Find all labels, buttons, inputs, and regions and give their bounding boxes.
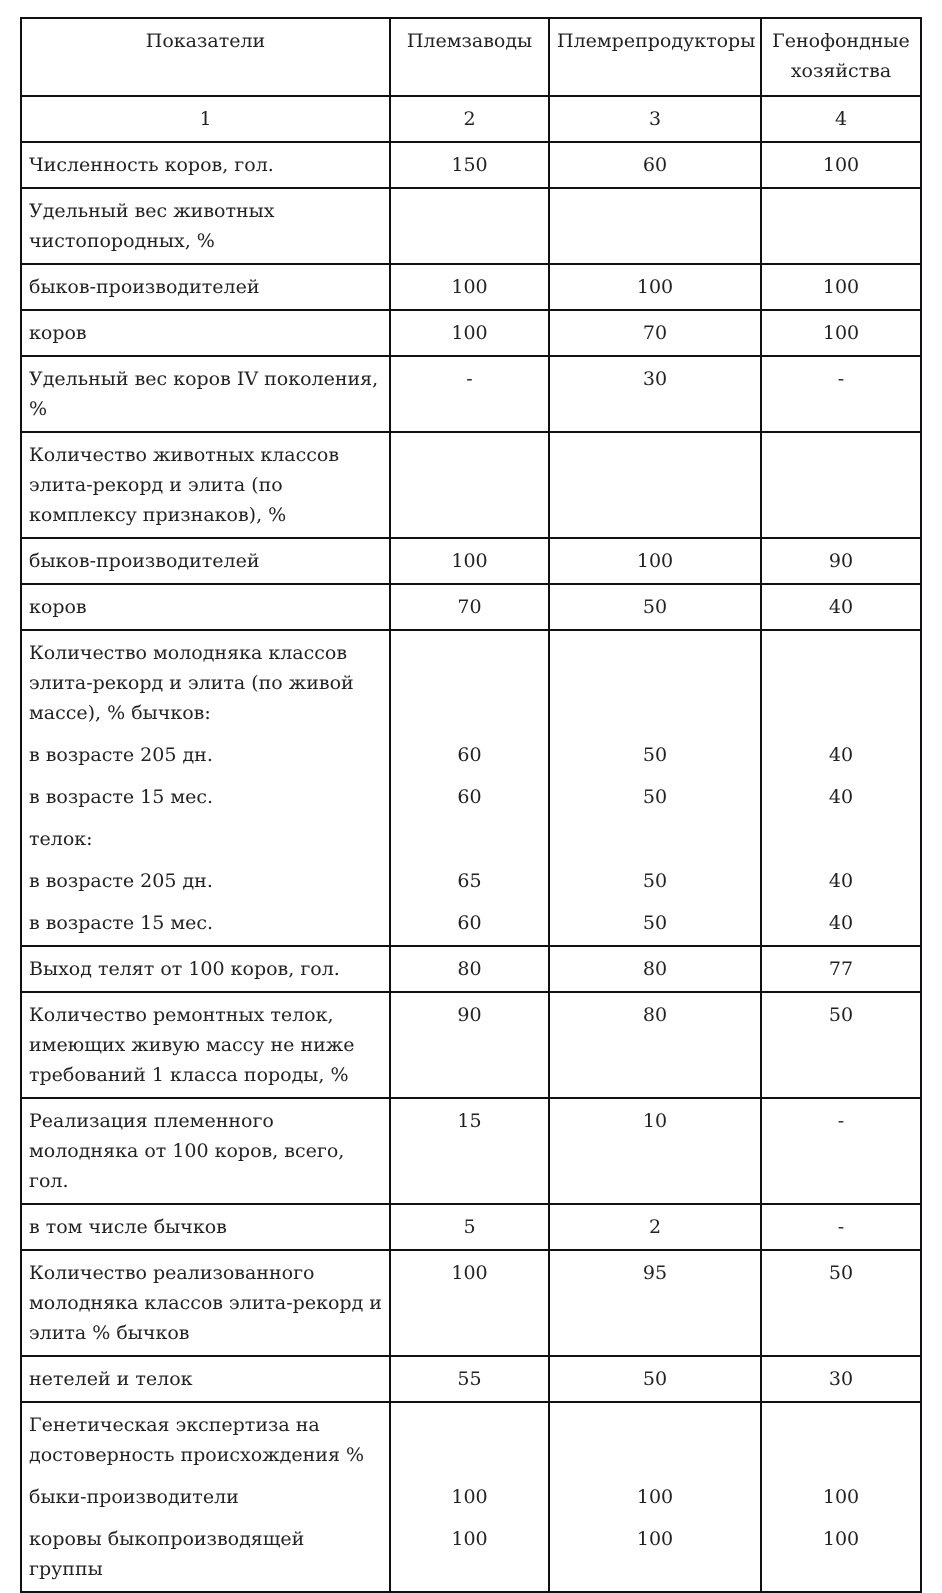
row-label: коров bbox=[21, 584, 390, 630]
row-value bbox=[549, 188, 761, 264]
header-indicators: Показатели bbox=[21, 18, 390, 96]
column-number: 2 bbox=[390, 96, 549, 142]
table-body bbox=[21, 96, 921, 1592]
row-value: 100 bbox=[390, 538, 549, 584]
sub-row-value: 40 bbox=[828, 786, 854, 808]
sub-row-value: 60 bbox=[457, 744, 482, 766]
row-value: 50 bbox=[761, 992, 921, 1098]
table-row bbox=[21, 356, 921, 432]
row-label: Удельный вес животных чистопородных, % bbox=[21, 188, 390, 264]
sub-row-value bbox=[398, 824, 541, 854]
row-value: 50 bbox=[549, 1356, 761, 1402]
row-value: 40 bbox=[761, 584, 921, 630]
table-row-group bbox=[21, 630, 921, 946]
row-label: быков-производителей bbox=[21, 264, 390, 310]
row-value: 100 bbox=[761, 264, 921, 310]
sub-row-value: 65 bbox=[457, 870, 482, 892]
row-label bbox=[21, 1402, 390, 1592]
sub-row-value: 40 bbox=[828, 744, 854, 766]
sub-row-value bbox=[769, 824, 913, 854]
sub-row-value: 60 bbox=[457, 912, 482, 934]
row-value: 60 bbox=[549, 142, 761, 188]
row-value: 90 bbox=[390, 992, 549, 1098]
row-value: 30 bbox=[549, 356, 761, 432]
row-value: 70 bbox=[390, 584, 549, 630]
row-value: 90 bbox=[761, 538, 921, 584]
group-heading-spacer bbox=[557, 1410, 753, 1470]
row-value: 70 bbox=[549, 310, 761, 356]
group-heading-spacer bbox=[398, 1410, 541, 1470]
row-value: 80 bbox=[549, 992, 761, 1098]
row-value: - bbox=[761, 356, 921, 432]
group-heading-spacer bbox=[557, 638, 753, 728]
row-value: 50 bbox=[549, 584, 761, 630]
sub-row-value: 50 bbox=[642, 786, 668, 808]
table-row bbox=[21, 538, 921, 584]
sub-row-value bbox=[557, 824, 753, 854]
header-gene-pool-farms: Генофондные хозяйства bbox=[761, 18, 921, 96]
row-value: 100 bbox=[761, 310, 921, 356]
column-number: 4 bbox=[761, 96, 921, 142]
sub-row-value: 100 bbox=[636, 1528, 674, 1550]
row-value: - bbox=[390, 356, 549, 432]
row-value: 55 bbox=[390, 1356, 549, 1402]
row-value-group bbox=[761, 1402, 921, 1592]
table-row-group bbox=[21, 1402, 921, 1592]
sub-row-label: коровы быкопроизводящей группы bbox=[29, 1528, 305, 1580]
row-value: - bbox=[761, 1098, 921, 1204]
table-row bbox=[21, 310, 921, 356]
row-value bbox=[549, 432, 761, 538]
table-row bbox=[21, 1204, 921, 1250]
row-value: 100 bbox=[390, 310, 549, 356]
row-value: 100 bbox=[761, 142, 921, 188]
row-label: Количество ремонтных телок, имеющих живую массу не ниже требований 1 класса породы, % bbox=[21, 992, 390, 1098]
table-row bbox=[21, 142, 921, 188]
row-label: Выход телят от 100 коров, гол. bbox=[21, 946, 390, 992]
sub-row-value: 50 bbox=[642, 744, 668, 766]
sub-row-value: 40 bbox=[828, 912, 854, 934]
row-value: 100 bbox=[390, 1250, 549, 1356]
table-row bbox=[21, 992, 921, 1098]
sub-row-label: в возрасте 205 дн. bbox=[29, 744, 213, 766]
sub-row-label: в возрасте 205 дн. bbox=[29, 870, 213, 892]
row-value-group bbox=[549, 630, 761, 946]
sub-row-label: в возрасте 15 мес. bbox=[29, 912, 214, 934]
row-label: быков-производителей bbox=[21, 538, 390, 584]
row-value: 100 bbox=[549, 538, 761, 584]
row-value-group bbox=[549, 1402, 761, 1592]
sub-row-label: телок: bbox=[29, 828, 93, 850]
row-value bbox=[761, 432, 921, 538]
group-heading: Количество молодняка классов элита-рекорд и элита (по живой массе), % бычков: bbox=[29, 642, 354, 724]
row-value: 77 bbox=[761, 946, 921, 992]
sub-row-value: 100 bbox=[822, 1528, 860, 1550]
row-label: Количество реализованного молодняка классов элита-рекорд и элита % бычков bbox=[21, 1250, 390, 1356]
row-label: коров bbox=[21, 310, 390, 356]
sub-row-value: 60 bbox=[457, 786, 482, 808]
row-value: 10 bbox=[549, 1098, 761, 1204]
row-value bbox=[390, 432, 549, 538]
table-row bbox=[21, 946, 921, 992]
row-value bbox=[761, 188, 921, 264]
row-label: нетелей и телок bbox=[21, 1356, 390, 1402]
row-value: 150 bbox=[390, 142, 549, 188]
table-row bbox=[21, 1250, 921, 1356]
column-number-row bbox=[21, 96, 921, 142]
sub-row-value: 40 bbox=[828, 870, 854, 892]
group-heading-spacer bbox=[769, 638, 913, 728]
row-value-group bbox=[761, 630, 921, 946]
group-heading-spacer bbox=[769, 1410, 913, 1470]
row-value-group bbox=[390, 630, 549, 946]
table-row bbox=[21, 264, 921, 310]
sub-row-value: 100 bbox=[451, 1486, 488, 1508]
table-row bbox=[21, 584, 921, 630]
row-value: - bbox=[761, 1204, 921, 1250]
group-heading-spacer bbox=[398, 638, 541, 728]
table-row bbox=[21, 188, 921, 264]
header-row bbox=[21, 18, 921, 96]
sub-row-label: быки-производители bbox=[29, 1486, 239, 1508]
row-value bbox=[390, 188, 549, 264]
row-label: Реализация племенного молодняка от 100 коров, всего, гол. bbox=[21, 1098, 390, 1204]
row-label: Удельный вес коров IV поколения, % bbox=[21, 356, 390, 432]
row-value: 2 bbox=[549, 1204, 761, 1250]
sub-row-value: 50 bbox=[642, 912, 668, 934]
sub-row-value: 100 bbox=[822, 1486, 860, 1508]
sub-row-value: 50 bbox=[642, 870, 668, 892]
row-value: 80 bbox=[390, 946, 549, 992]
row-label: Количество животных классов элита-рекорд и элита (по комплексу признаков), % bbox=[21, 432, 390, 538]
group-heading: Генетическая экспертиза на достоверность происхождения % bbox=[29, 1414, 365, 1466]
row-value: 5 bbox=[390, 1204, 549, 1250]
row-value: 30 bbox=[761, 1356, 921, 1402]
header-breeding-plants: Племзаводы bbox=[390, 18, 549, 96]
row-value: 50 bbox=[761, 1250, 921, 1356]
row-label: в том числе бычков bbox=[21, 1204, 390, 1250]
table-row bbox=[21, 432, 921, 538]
header-breeding-reproducers: Племрепродукторы bbox=[549, 18, 761, 96]
row-value: 100 bbox=[390, 264, 549, 310]
breeding-indicators-table bbox=[20, 17, 922, 1593]
table-row bbox=[21, 1356, 921, 1402]
row-value: 80 bbox=[549, 946, 761, 992]
row-value: 15 bbox=[390, 1098, 549, 1204]
row-value: 100 bbox=[549, 264, 761, 310]
row-value-group bbox=[390, 1402, 549, 1592]
row-label bbox=[21, 630, 390, 946]
sub-row-value: 100 bbox=[451, 1528, 488, 1550]
row-value: 95 bbox=[549, 1250, 761, 1356]
column-number: 3 bbox=[549, 96, 761, 142]
sub-row-value: 100 bbox=[636, 1486, 674, 1508]
table-row bbox=[21, 1098, 921, 1204]
column-number: 1 bbox=[21, 96, 390, 142]
sub-row-label: в возрасте 15 мес. bbox=[29, 786, 214, 808]
row-label: Численность коров, гол. bbox=[21, 142, 390, 188]
